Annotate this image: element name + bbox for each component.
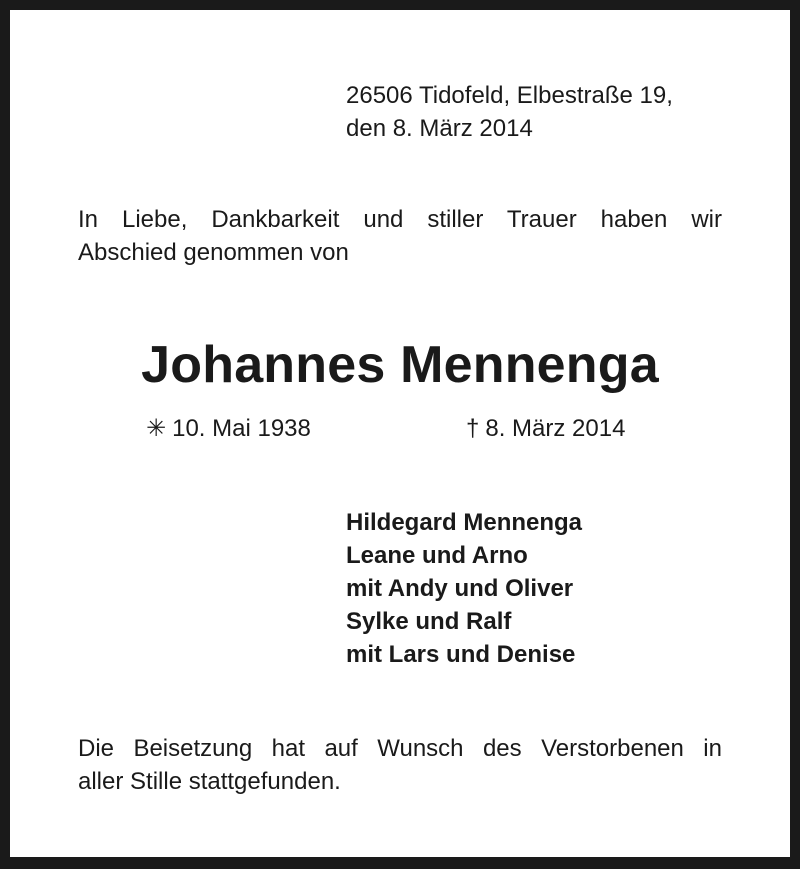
birth-date: 10. Mai 1938 xyxy=(172,415,311,442)
death-date-block xyxy=(466,412,625,445)
mourners-list xyxy=(346,506,582,671)
date-line: den 8. März 2014 xyxy=(346,115,533,142)
birth-star-icon: ✳ xyxy=(146,415,167,442)
death-date: 8. März 2014 xyxy=(485,415,626,442)
mourner-name: mit Lars und Denise xyxy=(346,641,576,668)
death-cross-icon: † xyxy=(466,415,480,442)
closing-line-2: aller Stille stattgefunden. xyxy=(78,768,341,795)
sender-address-block xyxy=(346,79,673,145)
mourner-name: Sylke und Ralf xyxy=(346,608,512,635)
mourner-name: mit Andy und Oliver xyxy=(346,575,574,602)
mourner-name: Leane und Arno xyxy=(346,542,528,569)
closing-text xyxy=(78,732,722,798)
intro-line-2: Abschied genommen von xyxy=(78,239,349,266)
mourner-name: Hildegard Mennenga xyxy=(346,509,583,536)
birth-date-block xyxy=(146,412,311,445)
deceased-name: Johannes Mennenga xyxy=(141,336,659,394)
closing-line-1: Die Beisetzung hat auf Wunsch des Verstorbenen in xyxy=(78,735,722,762)
address-line: 26506 Tidofeld, Elbestraße 19, xyxy=(346,82,673,109)
intro-line-1: In Liebe, Dankbarkeit und stiller Trauer haben wir xyxy=(78,206,722,233)
intro-text xyxy=(78,203,722,269)
